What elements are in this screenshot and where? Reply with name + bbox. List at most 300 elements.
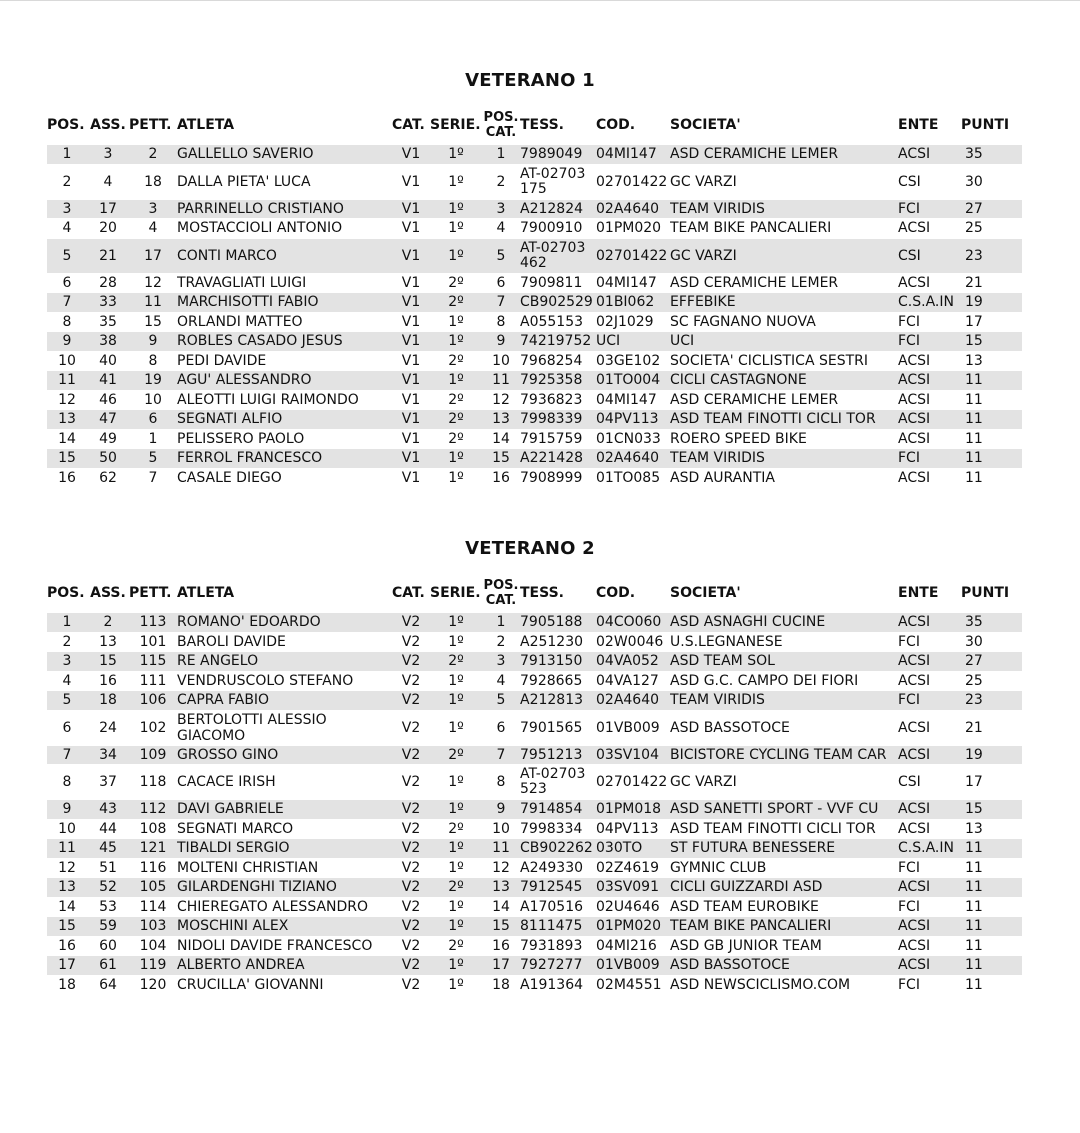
cell-ass: 34: [87, 746, 129, 765]
cell-atleta: PELISSERO PAOLO: [177, 430, 305, 447]
cell-punti: 11: [965, 430, 983, 447]
cell-poscat: 4: [496, 220, 506, 237]
table-row: [47, 800, 1022, 819]
cell-punti: 11: [965, 469, 983, 486]
cell-serie: 1º: [430, 145, 482, 164]
cell-cat: V1: [401, 352, 421, 369]
cell-cod: 03SV104: [596, 746, 670, 765]
cell-pett: 1: [148, 430, 158, 447]
cell-tess: 7936823: [520, 391, 583, 408]
cell-ente: ACSI: [898, 410, 961, 429]
table-row: [47, 976, 1022, 995]
cell-pos: 16: [58, 469, 76, 486]
cell-cod: 01BI062: [596, 293, 670, 312]
cell-cat: V1: [401, 220, 421, 237]
cell-serie: 2º: [430, 878, 482, 897]
cell-serie: 1º: [430, 691, 482, 710]
cell-ass: 53: [99, 898, 117, 915]
cell-cat: V1: [392, 449, 430, 468]
cell-punti: 11: [965, 937, 983, 954]
cell-cod: 02A4640: [596, 449, 670, 468]
cell-punti: 25: [965, 220, 983, 237]
cell-punti: 11: [961, 410, 1022, 429]
cell-societa: ASD CERAMICHE LEMER: [670, 145, 898, 164]
cell-poscat: 5: [482, 239, 520, 273]
cell-ass: 37: [99, 774, 117, 790]
cell-pett: 112: [129, 800, 177, 819]
cell-ass: 61: [87, 956, 129, 975]
section-title-veterano-1: VETERANO 1: [465, 70, 595, 91]
cell-tess: CB902529: [520, 293, 596, 312]
cell-pett: 9: [129, 332, 177, 351]
cell-cod: 04PV113: [596, 820, 659, 837]
header-atleta: ATLETA: [177, 585, 235, 601]
cell-pett: 113: [129, 613, 177, 632]
cell-atleta: PARRINELLO CRISTIANO: [177, 200, 392, 219]
results-table-veterano-2: [47, 573, 1022, 995]
table-row: [47, 449, 1022, 468]
cell-ass: 20: [99, 220, 117, 237]
cell-punti: 21: [965, 719, 983, 736]
cell-tess: A221428: [520, 449, 596, 468]
cell-cat: V2: [392, 878, 430, 897]
cell-atleta: CRUCILLA' GIOVANNI: [177, 976, 324, 993]
cell-cat: V1: [392, 371, 430, 390]
cell-pett: 106: [129, 691, 177, 710]
cell-cat: V2: [392, 839, 430, 858]
cell-cat: V2: [401, 859, 421, 876]
cell-ass: 35: [99, 313, 117, 330]
cell-pos: 12: [58, 391, 76, 408]
cell-pett: 114: [139, 898, 167, 915]
cell-ass: 24: [99, 719, 117, 736]
cell-societa: ASD BASSOTOCE: [670, 719, 790, 736]
section-title-veterano-2: VETERANO 2: [465, 538, 595, 559]
cell-ente: ACSI: [898, 917, 961, 936]
cell-ass: 60: [99, 937, 117, 954]
cell-ente: ACSI: [898, 352, 931, 369]
cell-atleta: TRAVAGLIATI LUIGI: [177, 274, 307, 291]
cell-punti: 11: [965, 898, 983, 915]
table-row: [47, 917, 1022, 936]
cell-ass: 51: [99, 859, 117, 876]
cell-poscat: 15: [482, 449, 520, 468]
table-row: [47, 165, 1022, 199]
cell-cod: 01CN033: [596, 430, 661, 447]
cell-serie: 1º: [448, 719, 464, 736]
cell-serie: 1º: [448, 469, 464, 486]
cell-societa: U.S.LEGNANESE: [670, 633, 783, 650]
cell-ente: ACSI: [898, 469, 931, 486]
cell-pett: 103: [129, 917, 177, 936]
cell-pos: 9: [47, 332, 87, 351]
cell-serie: 1º: [430, 956, 482, 975]
cell-serie: 1º: [430, 332, 482, 351]
cell-ente: FCI: [898, 691, 961, 710]
table-row: [47, 956, 1022, 975]
cell-tess: [520, 165, 596, 199]
cell-cod: 01TO085: [596, 469, 661, 486]
cell-cod: 04CO060: [596, 613, 670, 632]
cell-cod: 04VA127: [596, 672, 659, 689]
cell-cod: 030TO: [596, 839, 670, 858]
cell-pett: 109: [129, 746, 177, 765]
cell-ente: ACSI: [898, 652, 961, 671]
cell-ente: ACSI: [898, 746, 961, 765]
cell-cat: V1: [401, 173, 421, 190]
cell-punti: 35: [961, 613, 1022, 632]
cell-poscat: 14: [492, 898, 510, 915]
cell-cat: V2: [392, 652, 430, 671]
cell-cat: V2: [401, 898, 421, 915]
cell-ass: 46: [99, 391, 117, 408]
header-ass: ASS.: [90, 585, 126, 601]
cell-tess-text: AT-02703523: [520, 766, 586, 797]
cell-ass: 15: [87, 652, 129, 671]
cell-atleta: RE ANGELO: [177, 652, 392, 671]
header-atleta: ATLETA: [177, 117, 235, 133]
cell-cod: 01PM018: [596, 800, 670, 819]
cell-tess: 7909811: [520, 274, 583, 291]
cell-pett: 6: [129, 410, 177, 429]
cell-punti: 11: [961, 917, 1022, 936]
cell-poscat: 14: [492, 430, 510, 447]
table-row: [47, 352, 1022, 371]
cell-ente: ACSI: [898, 145, 961, 164]
cell-ente: ACSI: [898, 391, 931, 408]
header-row: [47, 106, 1022, 144]
cell-pos: 2: [62, 633, 72, 650]
cell-societa: ASD GB JUNIOR TEAM: [670, 937, 822, 954]
cell-serie: 1º: [430, 371, 482, 390]
cell-poscat: 8: [496, 313, 506, 330]
cell-poscat: 8: [496, 774, 506, 790]
cell-societa: ASD CERAMICHE LEMER: [670, 274, 839, 291]
header-societa: SOCIETA': [670, 117, 741, 133]
cell-atleta: ROMANO' EDOARDO: [177, 613, 392, 632]
cell-cat: V2: [401, 774, 421, 790]
cell-societa: ROERO SPEED BIKE: [670, 430, 807, 447]
cell-ente: FCI: [898, 633, 920, 650]
cell-societa: ASD G.C. CAMPO DEI FIORI: [670, 672, 859, 689]
cell-atleta: FERROL FRANCESCO: [177, 449, 392, 468]
cell-poscat: 2: [496, 173, 506, 190]
cell-tess-text: AT-02703175: [520, 165, 586, 197]
cell-ente: FCI: [898, 449, 961, 468]
cell-cat: V1: [392, 200, 430, 219]
cell-pett: 18: [144, 173, 162, 190]
cell-poscat: 13: [482, 878, 520, 897]
cell-pos: 9: [47, 800, 87, 819]
table-row: [47, 746, 1022, 765]
cell-cat: V2: [392, 691, 430, 710]
table-row: [47, 820, 1022, 839]
cell-tess: 7931893: [520, 937, 583, 954]
header-pett: PETT.: [129, 117, 172, 133]
cell-pett: 8: [148, 352, 158, 369]
cell-serie: 1º: [448, 774, 464, 790]
cell-ente: FCI: [898, 898, 920, 915]
cell-ente: ACSI: [898, 800, 961, 819]
cell-ente: ACSI: [898, 878, 961, 897]
cell-societa: ASD AURANTIA: [670, 469, 775, 486]
cell-societa: GC VARZI: [670, 173, 737, 190]
cell-serie: 2º: [448, 820, 464, 837]
cell-ente: ACSI: [898, 820, 931, 837]
cell-serie: 2º: [430, 652, 482, 671]
cell-poscat: 12: [492, 859, 510, 876]
cell-punti: 27: [961, 652, 1022, 671]
cell-societa: ASD SANETTI SPORT - VVF CU: [670, 800, 898, 819]
cell-poscat: 2: [496, 633, 506, 650]
cell-poscat: 5: [482, 691, 520, 710]
results-table-veterano-1: [47, 105, 1022, 488]
cell-poscat: 11: [482, 839, 520, 858]
cell-poscat: 9: [482, 800, 520, 819]
table-row: [47, 200, 1022, 219]
cell-pett: 115: [129, 652, 177, 671]
cell-cod: 03GE102: [596, 352, 661, 369]
cell-societa: SOCIETA' CICLISTICA SESTRI: [670, 352, 869, 369]
cell-cat: V1: [401, 430, 421, 447]
cell-tess: 7913150: [520, 652, 596, 671]
cell-atleta: NIDOLI DAVIDE FRANCESCO: [177, 937, 373, 954]
cell-poscat: 18: [492, 976, 510, 993]
cell-serie: 1º: [430, 839, 482, 858]
cell-pos: 14: [58, 898, 76, 915]
table-row: [47, 613, 1022, 632]
cell-cat: V1: [392, 145, 430, 164]
cell-punti: 11: [961, 878, 1022, 897]
cell-cat: V2: [392, 746, 430, 765]
cell-ente: ACSI: [898, 430, 931, 447]
cell-atleta: ALBERTO ANDREA: [177, 956, 392, 975]
cell-societa: GC VARZI: [670, 239, 898, 273]
cell-atleta: CAPRA FABIO: [177, 691, 392, 710]
cell-pos: 18: [58, 976, 76, 993]
cell-ass: 13: [99, 633, 117, 650]
cell-serie: 1º: [448, 859, 464, 876]
cell-pos: 3: [47, 200, 87, 219]
cell-pett: 121: [129, 839, 177, 858]
table-row: [47, 274, 1022, 293]
cell-pett: 118: [139, 774, 167, 790]
cell-pett: 7: [148, 469, 158, 486]
cell-societa: TEAM VIRIDIS: [670, 691, 898, 710]
cell-punti: 25: [965, 672, 983, 689]
header-pett: PETT.: [129, 585, 172, 601]
cell-societa: ASD BASSOTOCE: [670, 956, 898, 975]
cell-cat: V2: [401, 633, 421, 650]
cell-punti: 17: [965, 313, 983, 330]
cell-serie: 1º: [448, 633, 464, 650]
cell-tess: 8111475: [520, 917, 596, 936]
cell-serie: 2º: [430, 293, 482, 312]
cell-tess: 7951213: [520, 746, 596, 765]
table-row: [47, 672, 1022, 691]
cell-atleta: MOLTENI CHRISTIAN: [177, 859, 319, 876]
cell-cod: 04PV113: [596, 410, 670, 429]
cell-pett: 12: [144, 274, 162, 291]
cell-societa: SC FAGNANO NUOVA: [670, 313, 816, 330]
cell-pos: 14: [58, 430, 76, 447]
cell-cod: 04MI147: [596, 145, 670, 164]
cell-cod: 02W0046: [596, 633, 664, 650]
cell-tess: A212824: [520, 200, 596, 219]
cell-ass: 33: [87, 293, 129, 312]
cell-serie: 1º: [448, 976, 464, 993]
cell-atleta: GILARDENGHI TIZIANO: [177, 878, 392, 897]
cell-ass: 47: [87, 410, 129, 429]
cell-cod: 01VB009: [596, 719, 660, 736]
header-pos: POS.: [47, 585, 85, 601]
table-row: [47, 633, 1022, 652]
cell-tess: 74219752: [520, 332, 596, 351]
cell-punti: 30: [965, 173, 983, 190]
cell-atleta: ROBLES CASADO JESUS: [177, 332, 392, 351]
cell-atleta: MOSCHINI ALEX: [177, 917, 392, 936]
header-punti: PUNTI: [961, 117, 1010, 133]
cell-cat: V2: [401, 672, 421, 689]
cell-punti: 23: [961, 239, 1022, 273]
cell-atleta: CHIEREGATO ALESSANDRO: [177, 898, 369, 915]
cell-ass: 62: [99, 469, 117, 486]
table-row: [47, 839, 1022, 858]
table-row: [47, 391, 1022, 410]
cell-pett: 3: [129, 200, 177, 219]
cell-societa: GC VARZI: [670, 774, 737, 790]
cell-ass: 64: [99, 976, 117, 993]
cell-societa: ASD ASNAGHI CUCINE: [670, 613, 898, 632]
cell-pett: 108: [139, 820, 167, 837]
cell-ente: ACSI: [898, 274, 931, 291]
header-cod: COD.: [596, 117, 636, 133]
cell-cod: 03SV091: [596, 878, 670, 897]
cell-societa: TEAM VIRIDIS: [670, 200, 898, 219]
cell-ass: 4: [103, 173, 113, 190]
cell-cod: 04MI147: [596, 274, 657, 291]
cell-punti: 13: [965, 352, 983, 369]
cell-pett: 2: [129, 145, 177, 164]
table-row: [47, 145, 1022, 164]
cell-atleta: SEGNATI ALFIO: [177, 410, 392, 429]
cell-serie: 1º: [430, 613, 482, 632]
cell-poscat: 3: [482, 200, 520, 219]
cell-societa: ASD TEAM FINOTTI CICLI TOR: [670, 410, 898, 429]
cell-atleta: DALLA PIETA' LUCA: [177, 173, 311, 190]
cell-pett: 105: [129, 878, 177, 897]
cell-pos: 10: [58, 820, 76, 837]
cell-pos: 17: [47, 956, 87, 975]
table-row: [47, 239, 1022, 273]
cell-pos: 2: [62, 173, 72, 190]
cell-poscat: 16: [492, 937, 510, 954]
cell-pos: 15: [47, 917, 87, 936]
cell-cod: 04MI216: [596, 937, 657, 954]
cell-ente: ACSI: [898, 220, 931, 237]
cell-cod: 04VA052: [596, 652, 670, 671]
cell-cat: V2: [401, 976, 421, 993]
cell-serie: 1º: [448, 898, 464, 915]
cell-ente: ACSI: [898, 613, 961, 632]
cell-poscat: 9: [482, 332, 520, 351]
cell-tess: 7928665: [520, 672, 583, 689]
cell-ente: FCI: [898, 976, 920, 993]
cell-ente: FCI: [898, 859, 920, 876]
cell-ass: 49: [99, 430, 117, 447]
cell-pos: 12: [58, 859, 76, 876]
header-poscat: POS. CAT.: [483, 578, 519, 608]
cell-atleta: BERTOLOTTI ALESSIO GIACOMO: [177, 711, 327, 744]
cell-cod: UCI: [596, 332, 670, 351]
cell-poscat: 6: [496, 719, 506, 736]
cell-punti: 19: [961, 746, 1022, 765]
cell-ass: 59: [87, 917, 129, 936]
table-row: [47, 859, 1022, 878]
cell-pos: 16: [58, 937, 76, 954]
cell-tess: A212813: [520, 691, 596, 710]
cell-societa: GYMNIC CLUB: [670, 859, 767, 876]
cell-atleta: CONTI MARCO: [177, 239, 392, 273]
cell-atleta: ORLANDI MATTEO: [177, 313, 303, 330]
cell-punti: 11: [965, 391, 983, 408]
cell-cat: V1: [401, 391, 421, 408]
cell-pos: 15: [47, 449, 87, 468]
cell-pett: 102: [139, 719, 167, 736]
cell-tess: 7998334: [520, 820, 583, 837]
cell-poscat: 1: [482, 613, 520, 632]
cell-punti: 23: [961, 691, 1022, 710]
cell-punti: 11: [961, 449, 1022, 468]
cell-societa: ASD TEAM FINOTTI CICLI TOR: [670, 820, 876, 837]
cell-pett: 19: [129, 371, 177, 390]
cell-pett: 17: [129, 239, 177, 273]
cell-serie: 1º: [448, 173, 464, 190]
cell-cod: 02U4646: [596, 898, 660, 915]
cell-cod: 02701422: [596, 173, 668, 190]
cell-poscat: 11: [482, 371, 520, 390]
cell-punti: 27: [961, 200, 1022, 219]
cell-punti: 13: [965, 820, 983, 837]
header-ass: ASS.: [90, 117, 126, 133]
cell-pos: 13: [47, 410, 87, 429]
cell-cat: V2: [401, 719, 421, 736]
cell-atleta: CASALE DIEGO: [177, 469, 282, 486]
cell-tess: A055153: [520, 313, 584, 330]
cell-pos: 3: [47, 652, 87, 671]
cell-atleta: ALEOTTI LUIGI RAIMONDO: [177, 391, 359, 408]
cell-cod: 02A4640: [596, 691, 670, 710]
cell-atleta: BAROLI DAVIDE: [177, 633, 286, 650]
cell-tess: 7914854: [520, 800, 596, 819]
cell-societa: ST FUTURA BENESSERE: [670, 839, 898, 858]
cell-serie: 2º: [430, 746, 482, 765]
cell-pett: 15: [144, 313, 162, 330]
cell-punti: 30: [965, 633, 983, 650]
cell-pett: 101: [139, 633, 167, 650]
cell-ente: FCI: [898, 200, 961, 219]
header-societa: SOCIETA': [670, 585, 741, 601]
cell-ente: CSI: [898, 239, 961, 273]
cell-cod: 02M4551: [596, 976, 662, 993]
cell-ass: 17: [87, 200, 129, 219]
cell-ass: 44: [99, 820, 117, 837]
cell-atleta: DAVI GABRIELE: [177, 800, 392, 819]
cell-pett: 4: [148, 220, 158, 237]
cell-poscat: 16: [492, 469, 510, 486]
cell-tess: A170516: [520, 898, 584, 915]
table-row: [47, 878, 1022, 897]
